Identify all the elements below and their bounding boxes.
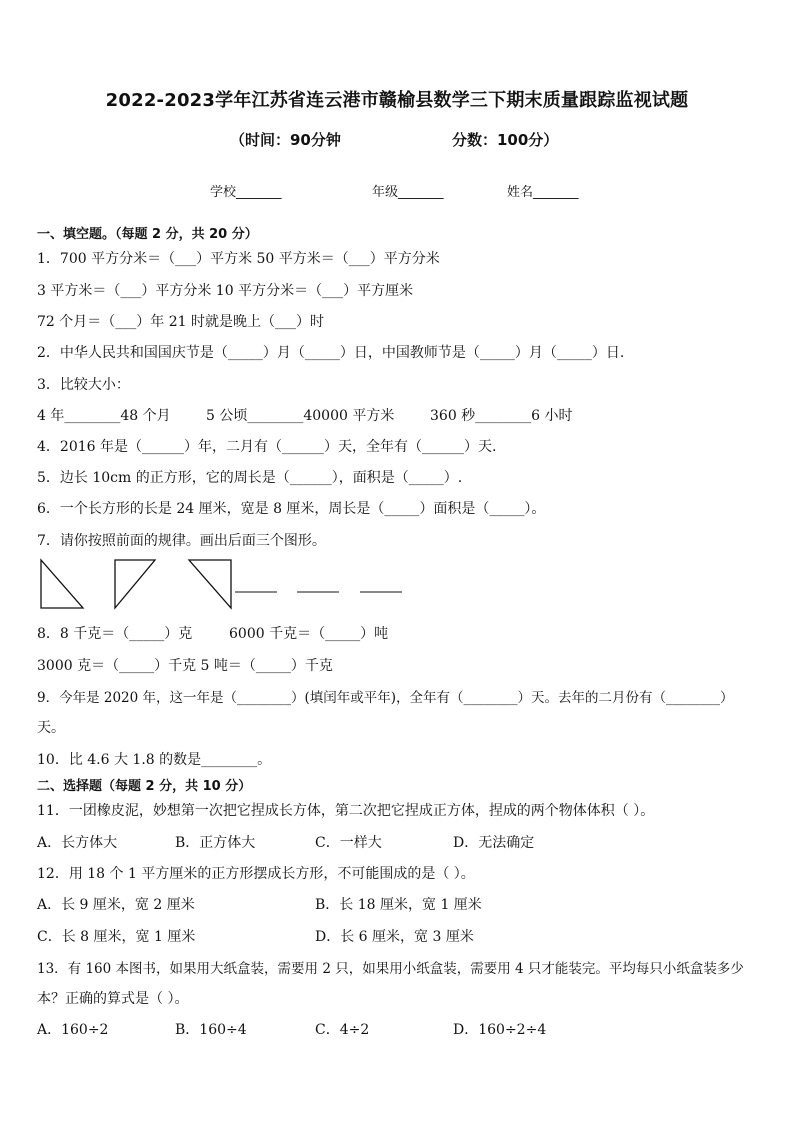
question-13-option-c: C．4÷2 <box>315 1022 370 1038</box>
question-12: 12．用 18 个 1 平方厘米的正方形摆成长方形，不可能围成的是（ ）。 <box>37 866 475 882</box>
name-field: 姓名_______ <box>507 185 579 200</box>
question-8-b: 6000 千克＝（_____）吨 <box>229 626 389 642</box>
exam-time: （时间：90分钟 <box>230 131 341 149</box>
grade-field: 年级_______ <box>372 185 444 200</box>
question-13-option-d: D．160÷2÷4 <box>453 1022 547 1038</box>
question-6: 6．一个长方形的长是 24 厘米，宽是 8 厘米，周长是（_____）面积是（_____）。 <box>37 501 546 517</box>
question-7: 7．请你按照前面的规律。画出后面三个图形。 <box>37 533 326 549</box>
section-heading-fill-in: 一、填空题。（每题 2 分，共 20 分） <box>37 227 258 242</box>
question-9-line-1: 9．今年是 2020 年，这一年是（________）(填闰年或平年)，全年有（________）天。去年的二月份有（________） <box>37 690 734 706</box>
question-12-option-a: A．长 9 厘米，宽 2 厘米 <box>37 897 195 913</box>
question-11-option-d: D．无法确定 <box>453 835 535 851</box>
question-13-option-a: A．160÷2 <box>37 1022 109 1038</box>
question-11: 11．一团橡皮泥，妙想第一次把它捏成长方体，第二次把它捏成正方体，捏成的两个物体体积（ ）。 <box>37 803 655 819</box>
question-8-a: 8．8 千克＝（_____）克 <box>37 626 193 642</box>
question-10: 10．比 4.6 大 1.8 的数是________。 <box>37 752 272 768</box>
page-title: 2022-2023学年江苏省连云港市赣榆县数学三下期末质量跟踪监视试题 <box>105 90 689 111</box>
school-field: 学校_______ <box>210 185 282 200</box>
question-5: 5．边长 10cm 的正方形，它的周长是（______），面积是（_____）. <box>37 470 463 486</box>
question-1-line-1: 1．700 平方分米＝（___）平方米 50 平方米＝（___）平方分米 <box>37 251 440 267</box>
triangle-shape-1 <box>41 560 83 608</box>
question-3-b: 5 公顷________40000 平方米 <box>206 408 395 424</box>
question-13-line-1: 13．有 160 本图书，如果用大纸盒装，需要用 2 只，如果用小纸盒装，需要用 4 只才能装完。平均每只小纸盒装多少 <box>37 961 744 977</box>
question-12-option-c: C．长 8 厘米，宽 1 厘米 <box>37 929 196 945</box>
question-13-option-b: B．160÷4 <box>175 1022 247 1038</box>
question-9-line-2: 天。 <box>37 720 65 736</box>
question-11-option-c: C．一样大 <box>315 835 382 851</box>
question-8-line-2: 3000 克＝（_____）千克 5 吨＝（_____）千克 <box>37 658 333 674</box>
triangle-shape-2 <box>115 560 155 608</box>
question-12-option-b: B．长 18 厘米，宽 1 厘米 <box>315 897 482 913</box>
question-13-line-2: 本？正确的算式是（ ）。 <box>37 991 189 1007</box>
question-12-option-d: D．长 6 厘米，宽 3 厘米 <box>315 929 474 945</box>
section-heading-choice: 二、选择题（每题 2 分，共 10 分） <box>37 779 252 794</box>
question-1-line-3: 72 个月＝（___）年 21 时就是晚上（___）时 <box>37 314 324 330</box>
question-4: 4．2016 年是（______）年，二月有（______）天，全年有（______）天. <box>37 439 497 455</box>
question-1-line-2: 3 平方米＝（___）平方分米 10 平方分米＝（___）平方厘米 <box>37 283 414 299</box>
exam-score: 分数：100分） <box>452 131 559 149</box>
question-11-option-a: A．长方体大 <box>37 835 118 851</box>
question-2: 2．中华人民共和国国庆节是（_____）月（_____）日，中国教师节是（_____）月（_____）日. <box>37 345 625 361</box>
question-3-c: 360 秒________6 小时 <box>430 408 573 424</box>
question-11-option-b: B．正方体大 <box>175 835 256 851</box>
triangle-pattern-figure <box>37 558 417 614</box>
triangle-shape-3 <box>189 560 231 608</box>
question-3-heading: 3．比较大小： <box>37 377 130 393</box>
question-3-a: 4 年________48 个月 <box>37 408 171 424</box>
